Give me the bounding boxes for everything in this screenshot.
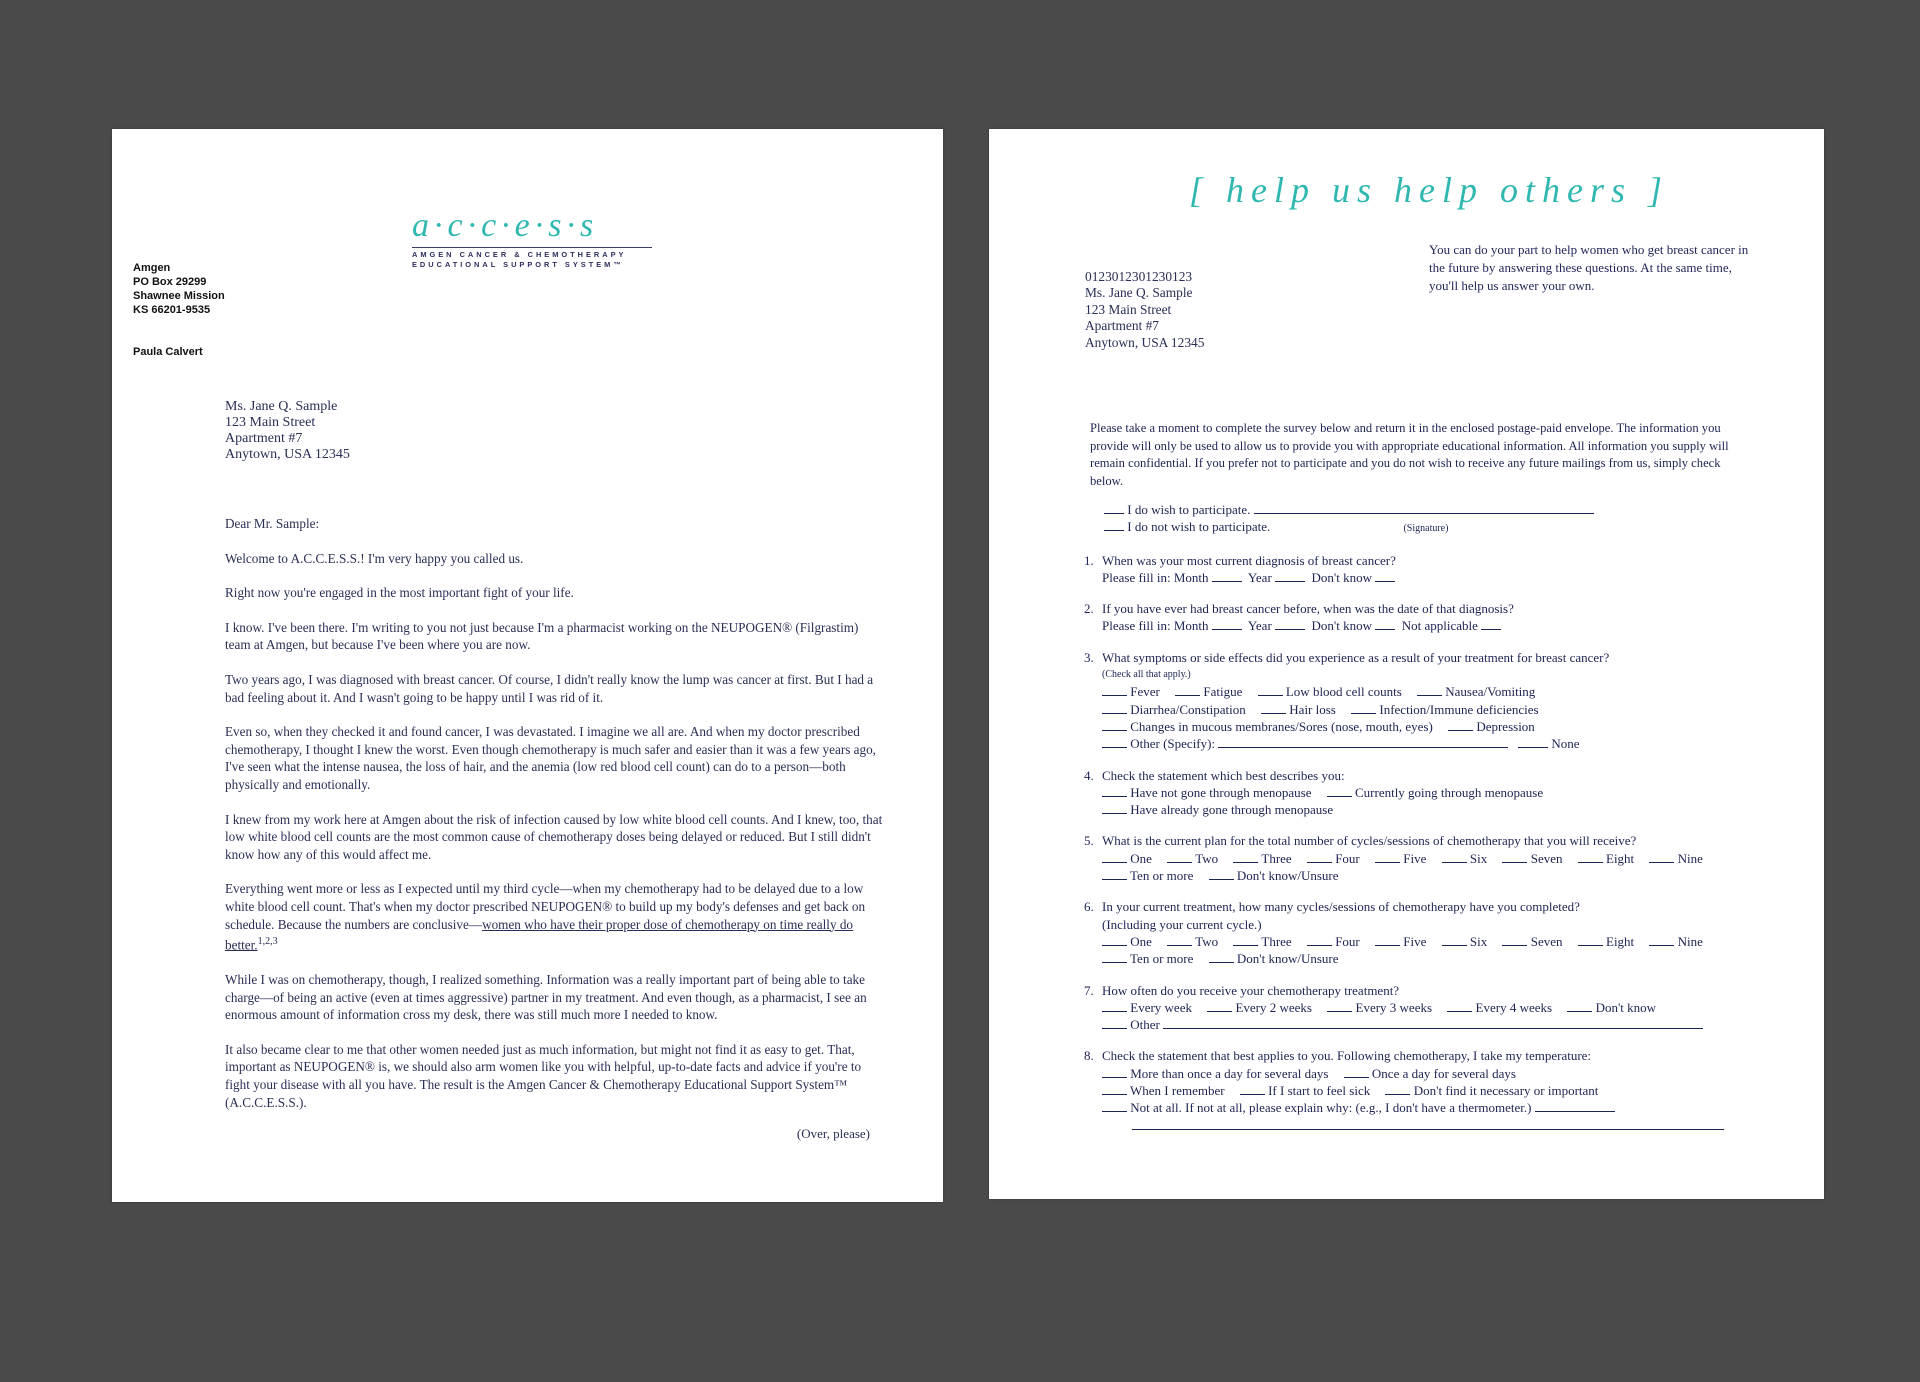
recipient-line: Ms. Jane Q. Sample xyxy=(225,399,338,414)
checkbox-option[interactable] xyxy=(1261,702,1286,714)
option-label: Ten or more xyxy=(1130,868,1194,884)
logo-subtitle xyxy=(412,247,652,270)
checkbox-option[interactable] xyxy=(1102,1083,1127,1095)
other-specify-field[interactable] xyxy=(1163,1017,1703,1029)
question-number: 3. xyxy=(1084,649,1094,665)
year-field[interactable] xyxy=(1275,570,1305,582)
participate-yes-row xyxy=(1084,501,1744,518)
letter-paragraph: Welcome to A.C.C.E.S.S.! I'm very happy you called us. xyxy=(225,550,524,566)
option-label: Two xyxy=(1195,850,1219,866)
checkbox-option[interactable] xyxy=(1209,868,1234,880)
checkbox-option[interactable] xyxy=(1649,934,1674,946)
option-label: Currently going through menopause xyxy=(1354,784,1544,800)
sender-line: Amgen xyxy=(133,262,171,274)
question-text: In your current treatment, how many cycles/sessions of chemotherapy have you completed? xyxy=(1102,899,1580,915)
checkbox-option[interactable] xyxy=(1102,951,1127,963)
checkbox-option[interactable] xyxy=(1578,934,1603,946)
salutation: Dear Mr. Sample: xyxy=(225,516,320,531)
checkbox-option[interactable] xyxy=(1307,851,1332,863)
checkbox-not-applicable[interactable] xyxy=(1481,618,1501,630)
checkbox-option[interactable] xyxy=(1102,785,1127,797)
checkbox-option[interactable] xyxy=(1502,934,1527,946)
question-note: (Check all that apply.) xyxy=(1102,669,1191,681)
checkbox-option[interactable] xyxy=(1344,1066,1369,1078)
option-label: Every 4 weeks xyxy=(1475,999,1553,1015)
option-label: Not at all. If not at all, please explain why: (e.g., I don't have a thermometer.) xyxy=(1130,1100,1532,1116)
option-label: Nausea/Vomiting xyxy=(1445,684,1536,700)
question-2 xyxy=(1084,600,1744,635)
checkbox-option[interactable] xyxy=(1258,684,1283,696)
sender-line: KS 66201-9535 xyxy=(133,304,211,316)
year-label: Year xyxy=(1247,618,1272,634)
question-text-continued: (Including your current cycle.) xyxy=(1102,916,1262,932)
checkbox-participate-yes[interactable] xyxy=(1104,502,1124,514)
sender-line: Shawnee Mission xyxy=(133,290,225,302)
address-line: Ms. Jane Q. Sample xyxy=(1085,285,1193,301)
specify-field[interactable] xyxy=(1218,736,1508,748)
address-line: 0123012301230123 xyxy=(1085,269,1193,284)
question-number: 4. xyxy=(1084,767,1094,783)
option-label: Have already gone through menopause xyxy=(1130,802,1334,818)
not-applicable-label: Not applicable xyxy=(1401,618,1478,634)
checkbox-option[interactable] xyxy=(1175,684,1200,696)
sender-line: PO Box 29299 xyxy=(133,276,207,288)
option-label: Don't find it necessary or important xyxy=(1413,1083,1599,1099)
address-line: Anytown, USA 12345 xyxy=(1085,334,1205,350)
logo-wordmark: a·c·c·e·s·s xyxy=(412,207,599,244)
survey-form xyxy=(1084,501,1744,1130)
option-label: Infection/Immune deficiencies xyxy=(1379,701,1539,717)
checkbox-option[interactable] xyxy=(1307,934,1332,946)
checkbox-option[interactable] xyxy=(1102,684,1127,696)
checkbox-option[interactable] xyxy=(1102,868,1127,880)
option-label: Changes in mucous membranes/Sores (nose, mouth, eyes) xyxy=(1130,718,1433,734)
option-label: Two xyxy=(1195,933,1219,949)
option-label: Don't know/Unsure xyxy=(1236,868,1339,884)
checkbox-option[interactable] xyxy=(1207,1000,1232,1012)
option-label: When I remember xyxy=(1130,1083,1225,1099)
question-number: 6. xyxy=(1084,899,1094,915)
checkbox-option[interactable] xyxy=(1375,934,1400,946)
participate-yes-label: I do wish to participate. xyxy=(1127,502,1251,517)
logo-subtitle-line2: EDUCATIONAL SUPPORT SYSTEM™ xyxy=(412,260,624,269)
checkbox-option[interactable] xyxy=(1327,785,1352,797)
option-label: One xyxy=(1130,933,1152,949)
checkbox-option[interactable] xyxy=(1447,1000,1472,1012)
checkbox-option[interactable] xyxy=(1518,736,1548,748)
checkbox-option[interactable] xyxy=(1442,934,1467,946)
signer-name: Paula Calvert xyxy=(133,346,203,358)
question-7 xyxy=(1084,982,1744,1034)
checkbox-option[interactable] xyxy=(1417,684,1442,696)
option-label: Three xyxy=(1261,933,1292,949)
checkbox-option[interactable] xyxy=(1375,851,1400,863)
option-label: Ten or more xyxy=(1130,951,1194,967)
option-label: Five xyxy=(1403,933,1427,949)
checkbox-option[interactable] xyxy=(1102,1100,1127,1112)
option-label: One xyxy=(1130,850,1152,866)
checkbox-option[interactable] xyxy=(1102,736,1127,748)
recipient-address xyxy=(225,399,350,463)
question-number: 5. xyxy=(1084,833,1094,849)
option-label: Nine xyxy=(1677,933,1703,949)
letter-paragraph: Two years ago, I was diagnosed with breast cancer. Of course, I didn't really know the lump was cancer at first. But I had a bad feeling about it. And I wasn't going to be happy until I was rid of it. xyxy=(225,671,874,705)
question-1 xyxy=(1084,552,1744,587)
checkbox-option[interactable] xyxy=(1327,1000,1352,1012)
option-label: More than once a day for several days xyxy=(1130,1065,1329,1081)
question-4 xyxy=(1084,767,1744,819)
checkbox-option[interactable] xyxy=(1567,1000,1592,1012)
option-label: Eight xyxy=(1606,850,1635,866)
question-number: 7. xyxy=(1084,982,1094,998)
explain-field-continued[interactable] xyxy=(1132,1117,1724,1130)
checkbox-option[interactable] xyxy=(1102,719,1127,731)
recipient-address xyxy=(1085,269,1204,351)
signature-field[interactable] xyxy=(1254,502,1594,514)
paragraph-text: Everything went more or less as I expected until my third cycle—when my chemotherapy had to be delayed due to a low white blood cell count. That's when my doctor prescribed NEUPOGEN® to build up my body's defenses and get back on schedule. Because the numbers are conclusive— xyxy=(225,881,866,932)
option-label: If I start to feel sick xyxy=(1268,1083,1371,1099)
dont-know-label: Don't know xyxy=(1311,618,1373,634)
option-label: Depression xyxy=(1476,718,1535,734)
checkbox-option[interactable] xyxy=(1102,1066,1127,1078)
option-label: Fatigue xyxy=(1203,684,1243,700)
question-3 xyxy=(1084,649,1744,753)
question-text: Check the statement that best applies to you. Following chemotherapy, I take my temperature: xyxy=(1102,1048,1592,1064)
letter-page xyxy=(112,129,943,1202)
question-8 xyxy=(1084,1047,1744,1129)
option-label: Other (Specify): xyxy=(1130,736,1216,752)
over-please: (Over, please) xyxy=(796,1126,870,1141)
question-text: How often do you receive your chemotherapy treatment? xyxy=(1102,982,1400,998)
letter-body xyxy=(225,515,885,1128)
sender-address xyxy=(133,261,225,317)
option-label: Hair loss xyxy=(1289,701,1336,717)
underlined-claim: women who have their proper dose of chemotherapy on time really do better. xyxy=(225,916,854,953)
recipient-line: Apartment #7 xyxy=(225,431,303,446)
option-label: Every week xyxy=(1130,999,1192,1015)
option-label: Have not gone through menopause xyxy=(1130,784,1312,800)
address-line: 123 Main Street xyxy=(1085,301,1172,317)
option-label: Don't know xyxy=(1595,999,1657,1015)
option-label: Don't know/Unsure xyxy=(1236,951,1339,967)
question-5 xyxy=(1084,832,1744,884)
checkbox-participate-no[interactable] xyxy=(1104,519,1124,531)
checkbox-option[interactable] xyxy=(1502,851,1527,863)
option-label: Six xyxy=(1469,850,1488,866)
survey-instructions: Please take a moment to complete the survey below and return it in the enclosed postage-paid envelope. The information you provide will only be used to allow us to provide you with appropriate educational information. All information you supply will remain confidential. If you prefer not to participate and you do not wish to receive any future mailings from us, simply check below. xyxy=(1090,421,1729,488)
checkbox-option[interactable] xyxy=(1649,851,1674,863)
fill-label: Please fill in: Month xyxy=(1102,618,1209,634)
recipient-line: Anytown, USA 12345 xyxy=(225,447,350,462)
question-6 xyxy=(1084,898,1744,967)
checkbox-dont-know[interactable] xyxy=(1375,618,1395,630)
option-label: Fever xyxy=(1130,684,1160,700)
option-label: Once a day for several days xyxy=(1371,1065,1516,1081)
question-text: What is the current plan for the total number of cycles/sessions of chemotherapy that you will receive? xyxy=(1102,833,1637,849)
option-label: Three xyxy=(1261,850,1292,866)
recipient-line: 123 Main Street xyxy=(225,415,316,430)
checkbox-option[interactable] xyxy=(1240,1083,1265,1095)
checkbox-option[interactable] xyxy=(1442,851,1467,863)
question-number: 2. xyxy=(1084,601,1094,617)
month-field[interactable] xyxy=(1212,570,1242,582)
checkbox-option[interactable] xyxy=(1209,951,1234,963)
checkbox-option[interactable] xyxy=(1167,851,1192,863)
option-label: Eight xyxy=(1606,933,1635,949)
option-label: Five xyxy=(1403,850,1427,866)
checkbox-option[interactable] xyxy=(1102,934,1127,946)
letter-paragraph: Even so, when they checked it and found cancer, I was devastated. I imagine we all are. And when my doctor prescribed chemotherapy, I thought I knew the worst. Even though chemotherapy is much safer and easier than it was a few years ago, I've seen what the intense nausea, the loss of hair, and the anemia (low red blood cell count) can do to a person—both physically and emotionally. xyxy=(225,724,876,792)
checkbox-option[interactable] xyxy=(1102,802,1127,814)
option-label: Seven xyxy=(1530,850,1563,866)
option-label: Every 3 weeks xyxy=(1355,999,1433,1015)
option-label: Four xyxy=(1335,933,1360,949)
option-label: Nine xyxy=(1677,850,1703,866)
explain-field[interactable] xyxy=(1535,1100,1615,1112)
checkbox-option[interactable] xyxy=(1578,851,1603,863)
checkbox-option[interactable] xyxy=(1102,851,1127,863)
option-label: Low blood cell counts xyxy=(1285,684,1402,700)
letter-paragraph: It also became clear to me that other women needed just as much information, but might not find it as easy to get. That, important as NEUPOGEN® is, we should also arm women like you with helpful, up-to-date facts and advice if you're to fight your disease with all you have. The result is the Amgen Cancer & Chemotherapy Educational Support System™ (A.C.C.E.S.S.). xyxy=(225,1041,862,1110)
address-line: Apartment #7 xyxy=(1085,318,1160,334)
signature-label: (Signature) xyxy=(1403,523,1449,535)
checkbox-option[interactable] xyxy=(1167,934,1192,946)
option-label: Diarrhea/Constipation xyxy=(1130,701,1246,717)
survey-intro-blurb: You can do your part to help women who get breast cancer in the future by answering these questions. At the same time, you'll help us answer your own. xyxy=(1429,242,1749,293)
checkbox-option[interactable] xyxy=(1102,1000,1127,1012)
participate-no-row xyxy=(1084,518,1744,537)
survey-page xyxy=(989,129,1824,1199)
question-text: What symptoms or side effects did you experience as a result of your treatment for breast cancer? xyxy=(1102,649,1610,665)
reference-marker: 1,2,3 xyxy=(257,936,278,948)
letter-paragraph: I knew from my work here at Amgen about the risk of infection caused by low white blood cell counts. And I knew, too, that low white blood cell counts are the most common cause of chemotherapy doses being delayed or reduced. But I still didn't know how any of this would affect me. xyxy=(225,811,883,862)
logo-subtitle-line1: AMGEN CANCER & CHEMOTHERAPY xyxy=(412,250,627,259)
participate-no-label: I do not wish to participate. xyxy=(1127,519,1271,535)
dont-know-label: Don't know xyxy=(1311,569,1373,585)
checkbox-option[interactable] xyxy=(1351,702,1376,714)
fill-label: Please fill in: Month xyxy=(1102,569,1209,585)
question-text: When was your most current diagnosis of breast cancer? xyxy=(1102,552,1396,568)
option-label: Every 2 weeks xyxy=(1235,999,1312,1015)
year-field[interactable] xyxy=(1275,618,1305,630)
checkbox-option[interactable] xyxy=(1233,934,1258,946)
survey-headline: [ help us help others ] xyxy=(1189,170,1669,210)
letter-paragraph: While I was on chemotherapy, though, I realized something. Information was a really important part of being able to take charge—of being an active (even at times aggressive) partner in my treatment. And even though, as a pharmacist, I see an enormous amount of information cross my desk, there was still much more I needed to know. xyxy=(225,972,867,1023)
month-field[interactable] xyxy=(1212,618,1242,630)
option-label: Six xyxy=(1469,933,1488,949)
letter-paragraph: Right now you're engaged in the most important fight of your life. xyxy=(225,585,574,601)
option-label: Seven xyxy=(1530,933,1563,949)
option-label: None xyxy=(1551,736,1580,752)
checkbox-dont-know[interactable] xyxy=(1375,570,1395,582)
question-text: If you have ever had breast cancer before, when was the date of that diagnosis? xyxy=(1102,601,1514,617)
year-label: Year xyxy=(1247,569,1272,585)
checkbox-option[interactable] xyxy=(1448,719,1473,731)
letter-paragraph xyxy=(225,880,885,954)
option-label: Other xyxy=(1130,1017,1160,1033)
question-text: Check the statement which best describes you: xyxy=(1102,767,1345,783)
checkbox-option[interactable] xyxy=(1102,702,1127,714)
question-number: 8. xyxy=(1084,1048,1094,1064)
checkbox-option[interactable] xyxy=(1233,851,1258,863)
question-number: 1. xyxy=(1084,552,1094,568)
letter-paragraph: I know. I've been there. I'm writing to you not just because I'm a pharmacist working on the NEUPOGEN® (Filgrastim) team at Amgen, but because I've been where you are now. xyxy=(225,619,859,653)
access-logo xyxy=(412,209,652,270)
checkbox-option[interactable] xyxy=(1385,1083,1410,1095)
option-label: Four xyxy=(1335,850,1360,866)
checkbox-option[interactable] xyxy=(1102,1017,1127,1029)
